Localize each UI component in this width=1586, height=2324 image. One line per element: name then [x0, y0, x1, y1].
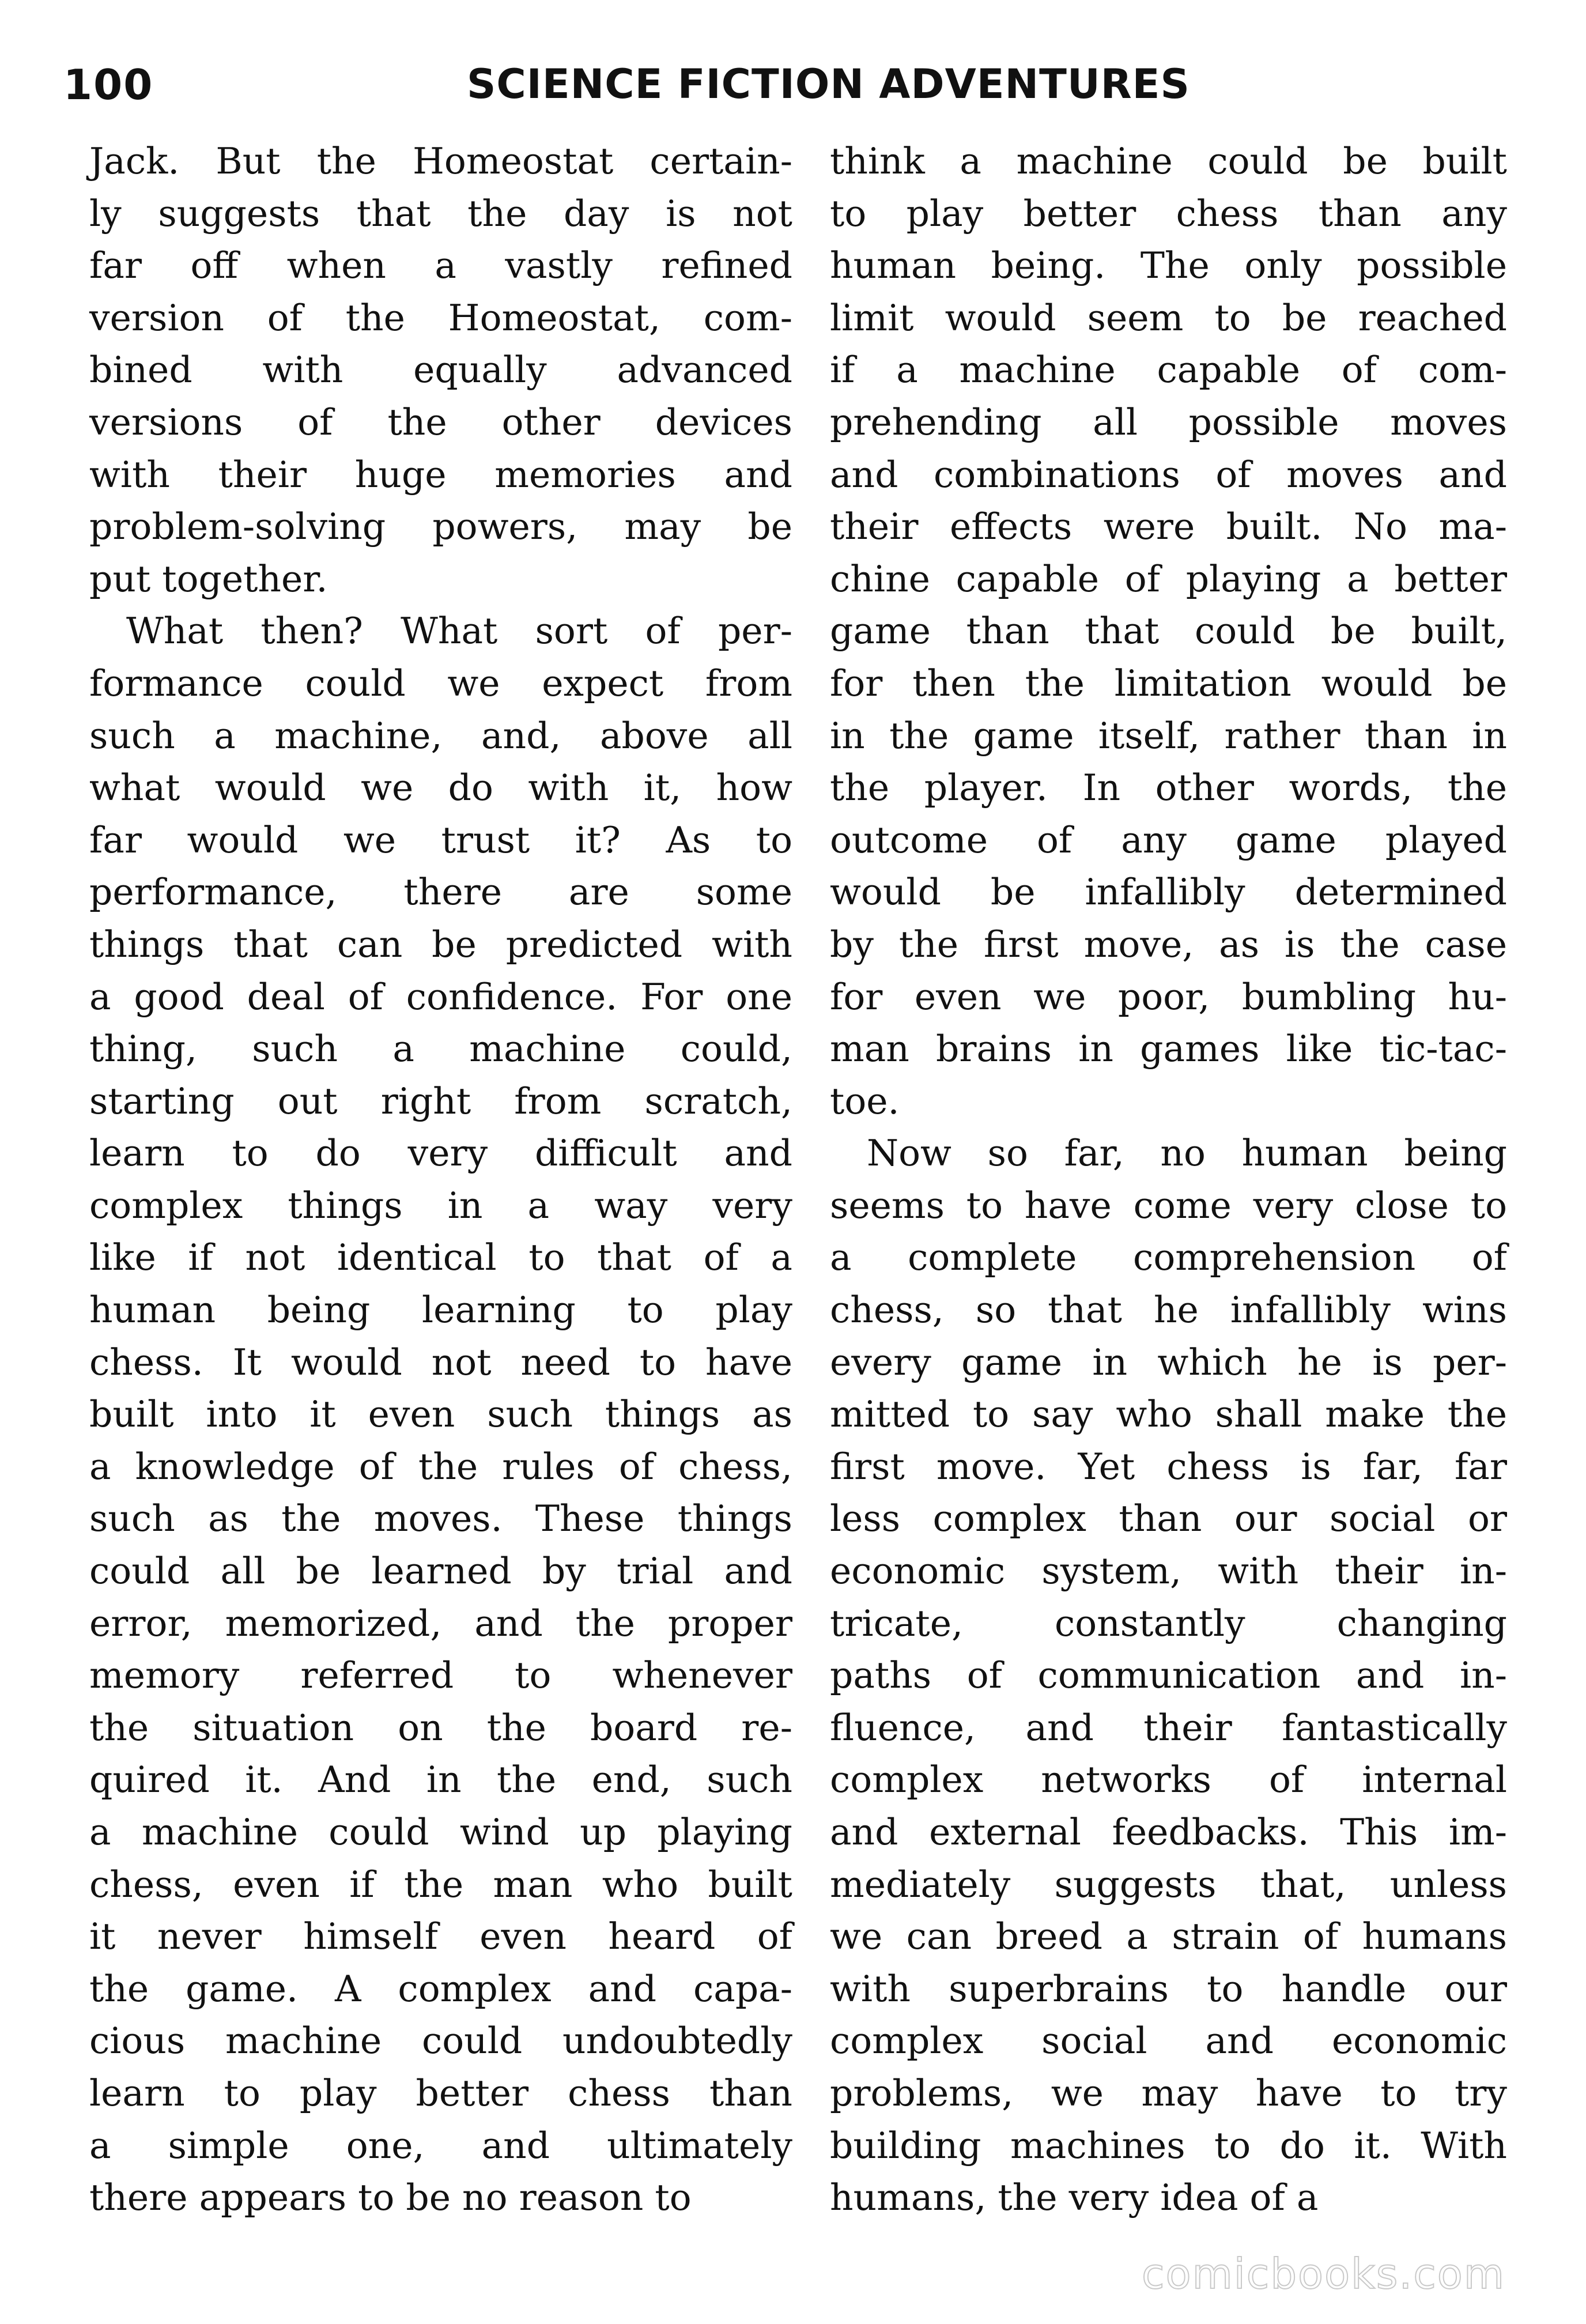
text-line: prehending all possible moves: [830, 401, 1507, 443]
text-line: chess. It would not need to have: [89, 1341, 792, 1383]
text-line: like if not identical to that of a: [89, 1236, 792, 1279]
text-line: mediately suggests that, unless: [830, 1863, 1507, 1906]
text-line: human being. The only possible: [830, 244, 1507, 287]
text-line: built into it even such things as: [89, 1393, 792, 1436]
text-line: learn to do very difficult and: [89, 1132, 792, 1175]
text-line: cious machine could undoubtedly: [89, 2020, 792, 2062]
text-line: complex networks of internal: [830, 1759, 1507, 1801]
text-line: toe.: [830, 1080, 900, 1122]
text-line: economic system, with their in-: [830, 1550, 1507, 1593]
text-line: think a machine could be built: [830, 140, 1507, 182]
text-line: game than that could be built,: [830, 610, 1507, 652]
text-line: it never himself even heard of: [89, 1915, 792, 1958]
text-line: the game. A complex and capa-: [89, 1967, 792, 2010]
text-line: thing, such a machine could,: [89, 1028, 792, 1070]
text-line: seems to have come very close to: [830, 1184, 1507, 1227]
text-line: every game in which he is per-: [830, 1341, 1507, 1383]
text-line: learn to play better chess than: [89, 2072, 792, 2114]
text-line: far off when a vastly refined: [89, 244, 792, 287]
text-line: in the game itself, rather than in: [830, 714, 1507, 757]
text-line: problem-solving powers, may be: [89, 505, 792, 548]
text-line: what would we do with it, how: [89, 767, 792, 809]
text-line: with their huge memories and: [89, 453, 792, 496]
left-column: [89, 135, 792, 2224]
text-line: a simple one, and ultimately: [89, 2124, 792, 2167]
text-line: Now so far, no human being: [867, 1132, 1507, 1175]
text-line: chess, even if the man who built: [89, 1863, 792, 1906]
page-number: 100: [63, 61, 154, 109]
text-line: less complex than our social or: [830, 1497, 1507, 1540]
text-line: paths of communication and in-: [830, 1654, 1507, 1697]
running-head: SCIENCE FICTION ADVENTURES: [467, 61, 1190, 108]
text-line: the player. In other words, the: [830, 767, 1507, 809]
text-line: for even we poor, bumbling hu-: [830, 975, 1507, 1018]
text-line: formance could we expect from: [89, 662, 792, 704]
text-line: quired it. And in the end, such: [89, 1759, 792, 1801]
text-line: would be infallibly determined: [830, 871, 1507, 914]
text-line: a machine could wind up playing: [89, 1811, 792, 1853]
text-line: limit would seem to be reached: [830, 296, 1507, 339]
text-line: for then the limitation would be: [830, 662, 1507, 704]
text-line: complex social and economic: [830, 2020, 1507, 2062]
text-line: humans, the very idea of a: [830, 2176, 1319, 2219]
text-line: such as the moves. These things: [89, 1497, 792, 1540]
text-line: fluence, and their fantastically: [830, 1706, 1507, 1749]
text-line: building machines to do it. With: [830, 2124, 1507, 2167]
text-line: by the first move, as is the case: [830, 923, 1507, 965]
text-line: things that can be predicted with: [89, 923, 792, 965]
page-header: [63, 61, 1527, 124]
text-line: versions of the other devices: [89, 401, 792, 443]
text-line: problems, we may have to try: [830, 2072, 1507, 2114]
text-line: error, memorized, and the proper: [89, 1602, 792, 1644]
text-line: to play better chess than any: [830, 192, 1507, 235]
text-line: we can breed a strain of humans: [830, 1915, 1507, 1958]
text-line: a knowledge of the rules of chess,: [89, 1445, 792, 1488]
text-line: man brains in games like tic-tac-: [830, 1028, 1507, 1070]
text-line: if a machine capable of com-: [830, 349, 1507, 391]
text-line: chine capable of playing a better: [830, 557, 1507, 600]
text-line: outcome of any game played: [830, 818, 1507, 861]
text-line: bined with equally advanced: [89, 349, 792, 391]
text-line: could all be learned by trial and: [89, 1550, 792, 1593]
text-line: a complete comprehension of: [830, 1236, 1507, 1279]
text-line: far would we trust it? As to: [89, 818, 792, 861]
text-line: human being learning to play: [89, 1289, 792, 1331]
text-line: put together.: [89, 557, 328, 600]
text-line: such a machine, and, above all: [89, 714, 792, 757]
text-line: first move. Yet chess is far, far: [830, 1445, 1507, 1488]
text-line: and combinations of moves and: [830, 453, 1507, 496]
text-line: and external feedbacks. This im-: [830, 1811, 1507, 1853]
right-column: [830, 135, 1507, 2224]
text-line: What then? What sort of per-: [126, 610, 792, 652]
text-line: starting out right from scratch,: [89, 1080, 792, 1122]
text-line: with superbrains to handle our: [830, 1967, 1507, 2010]
text-line: mitted to say who shall make the: [830, 1393, 1507, 1436]
text-line: their effects were built. No ma-: [830, 505, 1507, 548]
text-line: Jack. But the Homeostat certain-: [89, 140, 792, 182]
text-line: chess, so that he infallibly wins: [830, 1289, 1507, 1331]
text-line: there appears to be no reason to: [89, 2176, 692, 2219]
text-line: tricate, constantly changing: [830, 1602, 1507, 1644]
text-line: performance, there are some: [89, 871, 792, 914]
text-line: ly suggests that the day is not: [89, 192, 792, 235]
watermark: comicbooks.com: [1141, 2250, 1505, 2298]
text-line: version of the Homeostat, com-: [89, 296, 792, 339]
text-line: a good deal of confidence. For one: [89, 975, 792, 1018]
text-line: the situation on the board re-: [89, 1706, 792, 1749]
text-line: memory referred to whenever: [89, 1654, 792, 1697]
text-line: complex things in a way very: [89, 1184, 792, 1227]
